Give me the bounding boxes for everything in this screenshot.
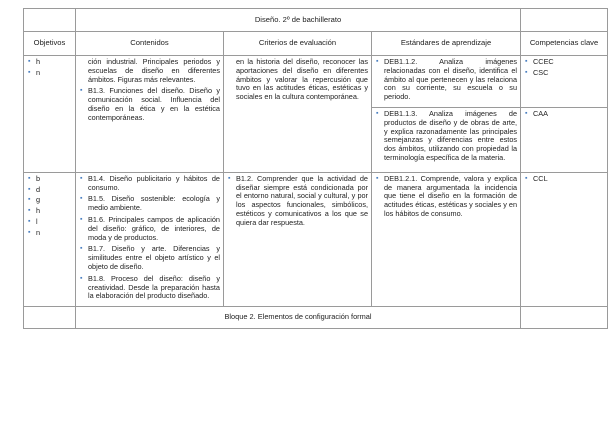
list-item: ▪ B1.5. Diseño sostenible: ecología y medio ambiente. (79, 195, 220, 213)
header-estandares: Estándares de aprendizaje (372, 32, 521, 56)
criterios-cell (224, 172, 372, 306)
list-item: ▪ CAA (524, 110, 604, 119)
criterios-cell (224, 56, 372, 173)
title-row (24, 9, 608, 32)
list-item: ▪ B1.4. Diseño publicitario y hábitos de consumo. (79, 175, 220, 193)
estandar-cell (372, 107, 521, 172)
estandar-cell (372, 56, 521, 108)
list-item: ▪ B1.3. Funciones del diseño. Diseño y comunicación social. Influencia del diseño en la ética y en la estética contemporáneas. (79, 87, 220, 122)
header-contenidos: Contenidos (76, 32, 224, 56)
footer-spacer-cell (24, 307, 76, 329)
header-competencias: Competencias clave (521, 32, 608, 56)
table-row (24, 56, 608, 108)
table-title: Diseño. 2º de bachillerato (76, 9, 521, 32)
footer-spacer-cell (521, 307, 608, 329)
competencias-cell (521, 172, 608, 306)
list-item: ▪ CCL (524, 175, 604, 184)
list-item: ▪ DEB1.1.2. Analiza imágenes relacionadas con el diseño, identifica el ámbito al que pertenecen y las relaciona con su corriente, su escuela o su periodo. (375, 58, 517, 102)
criterios-continuation: en la historia del diseño, reconocer las aportaciones del diseño en diferentes ámbitos y valorar la repercusión que tuvo en las actitudes éticas, estéticas y sociales en la cultura contemporánea. (236, 57, 368, 102)
header-row (24, 32, 608, 56)
list-item: ▪ CSC (524, 69, 604, 78)
competencias-cell (521, 107, 608, 172)
estandar-cell (372, 172, 521, 306)
contenidos-cell (76, 172, 224, 306)
list-item: ▪ B1.2. Comprender que la actividad de diseñar siempre está condicionada por el entorno natural, social y cultural, y por los aspectos funcionales, simbólicos, estéticos y comunicativos a los que se quiera dar respuesta. (227, 175, 368, 228)
list-item: ▪ h (27, 207, 72, 216)
objetivos-cell (24, 56, 76, 173)
list-item: ▪ n (27, 229, 72, 238)
competencias-cell (521, 56, 608, 108)
list-item: ▪ B1.6. Principales campos de aplicación del diseño: gráfico, de interiores, de moda y de productos. (79, 216, 220, 242)
list-item: ▪ DEB1.2.1. Comprende, valora y explica de manera argumentada la incidencia que tiene el diseño en la formación de actitudes éticas, estéticas y sociales y en los hábitos de consumo. (375, 175, 517, 219)
block-title: Bloque 2. Elementos de configuración formal (76, 307, 521, 329)
list-item: ▪ CCEC (524, 58, 604, 67)
list-item: ▪ DEB1.1.3. Analiza imágenes de productos de diseño y de obras de arte, y explica razonadamente las principales semejanzas y diferencias entre estos dos ámbitos, utilizando con propiedad la terminología específica de la materia. (375, 110, 517, 163)
list-item: ▪ B1.8. Proceso del diseño: diseño y creatividad. Desde la preparación hasta la elaboración del producto diseñado. (79, 275, 220, 301)
list-item: ▪ d (27, 186, 72, 195)
contenidos-cell (76, 56, 224, 173)
list-item: ▪ l (27, 218, 72, 227)
list-item: ▪ g (27, 196, 72, 205)
title-spacer-cell (521, 9, 608, 32)
list-item: ▪ B1.7. Diseño y arte. Diferencias y similitudes entre el objeto artístico y el objeto de diseño. (79, 245, 220, 271)
contenidos-continuation: ción industrial. Principales periodos y escuelas de diseño en diferentes ámbitos. Figuras más relevantes. (88, 57, 220, 84)
list-item: ▪ n (27, 69, 72, 78)
block-row (24, 307, 608, 329)
list-item: ▪ b (27, 175, 72, 184)
header-criterios: Criterios de evaluación (224, 32, 372, 56)
list-item: ▪ h (27, 58, 72, 67)
table-row (24, 172, 608, 306)
title-spacer-cell (24, 9, 76, 32)
curriculum-table (23, 8, 608, 329)
header-objetivos: Objetivos (24, 32, 76, 56)
objetivos-cell (24, 172, 76, 306)
